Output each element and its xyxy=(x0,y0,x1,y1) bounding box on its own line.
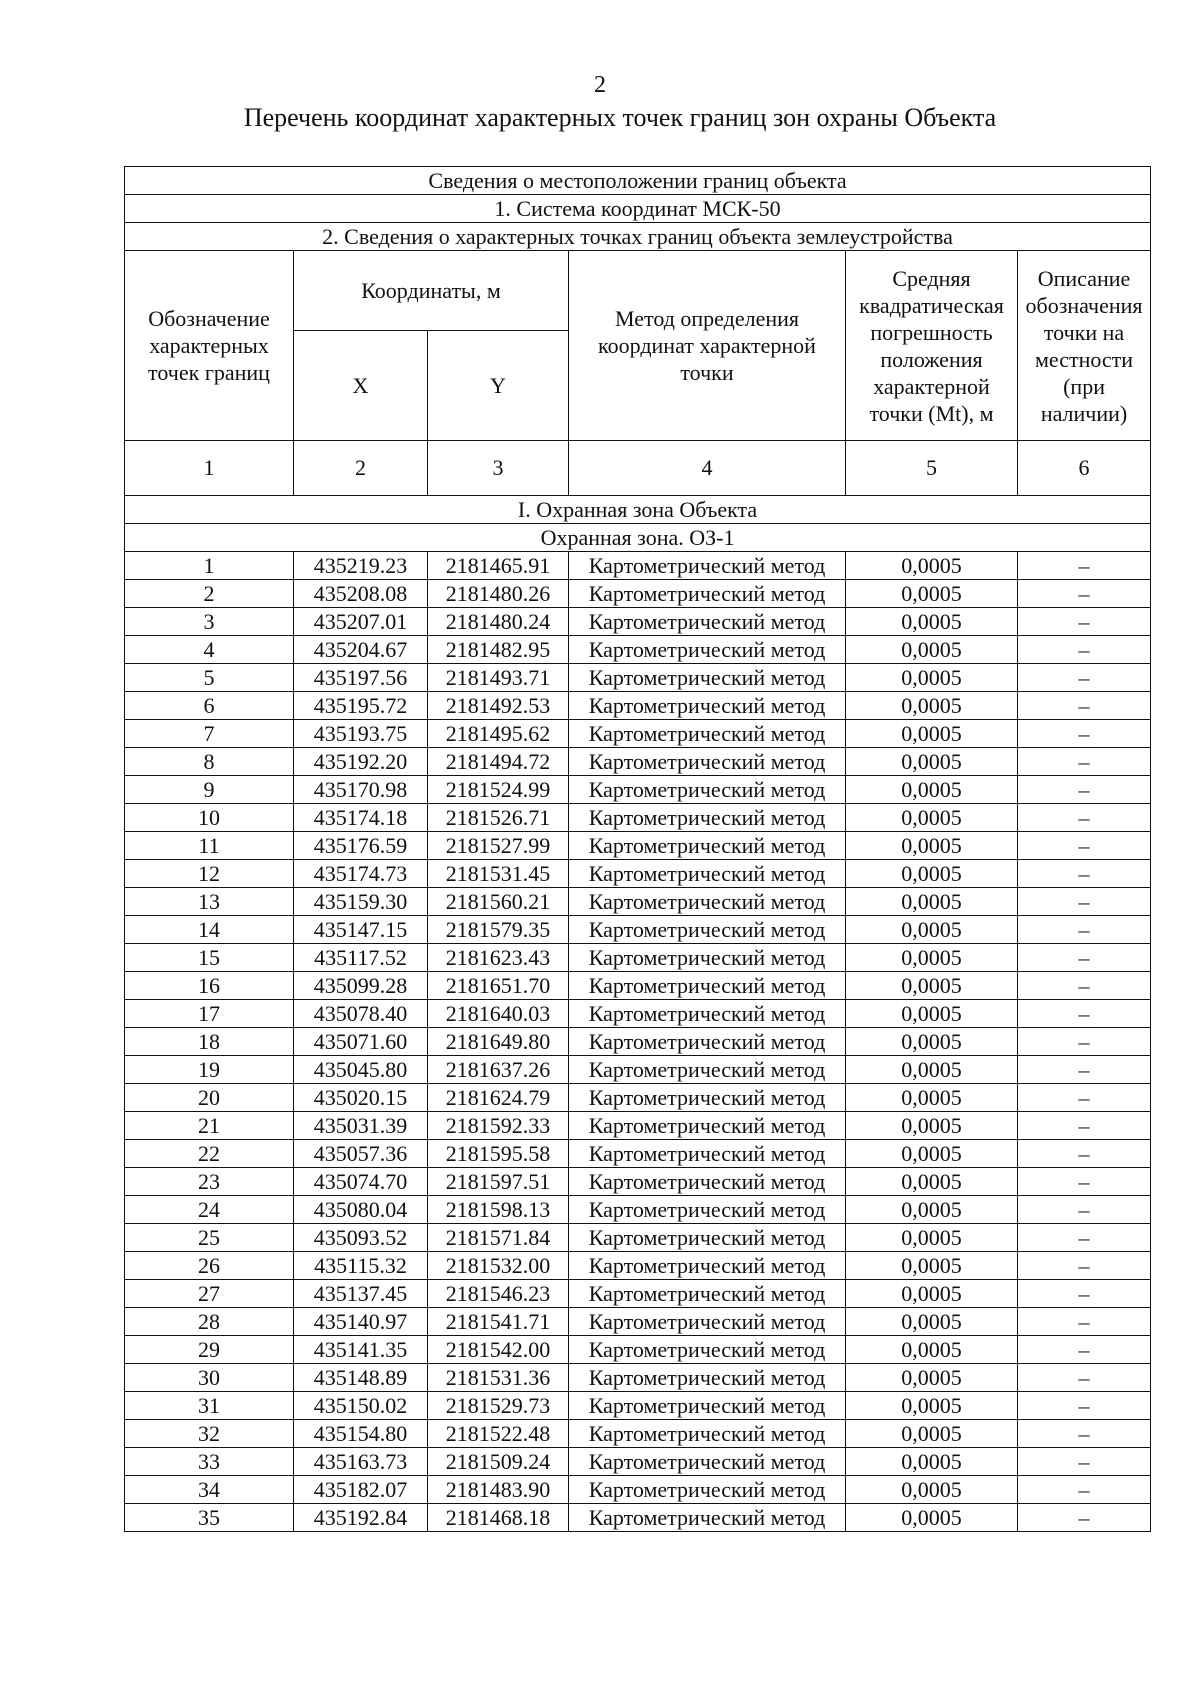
cell-description: – xyxy=(1018,944,1151,972)
cell-error: 0,0005 xyxy=(846,916,1018,944)
cell-description: – xyxy=(1018,608,1151,636)
cell-description: – xyxy=(1018,1168,1151,1196)
cell-x: 435137.45 xyxy=(294,1280,428,1308)
cell-error: 0,0005 xyxy=(846,748,1018,776)
table-row xyxy=(125,608,1151,636)
cell-y: 2181649.80 xyxy=(428,1028,569,1056)
cell-point-number: 11 xyxy=(125,832,294,860)
cell-x: 435080.04 xyxy=(294,1196,428,1224)
cell-error: 0,0005 xyxy=(846,1112,1018,1140)
cell-description: – xyxy=(1018,580,1151,608)
cell-method: Картометрический метод xyxy=(569,552,846,580)
cell-description: – xyxy=(1018,1084,1151,1112)
table-row xyxy=(125,1392,1151,1420)
cell-error: 0,0005 xyxy=(846,1000,1018,1028)
cell-x: 435148.89 xyxy=(294,1364,428,1392)
cell-y: 2181465.91 xyxy=(428,552,569,580)
cell-y: 2181483.90 xyxy=(428,1476,569,1504)
cell-error: 0,0005 xyxy=(846,1280,1018,1308)
header-y: Y xyxy=(428,331,569,441)
cell-method: Картометрический метод xyxy=(569,636,846,664)
cell-method: Картометрический метод xyxy=(569,1000,846,1028)
cell-error: 0,0005 xyxy=(846,1084,1018,1112)
cell-x: 435045.80 xyxy=(294,1056,428,1084)
cell-y: 2181571.84 xyxy=(428,1224,569,1252)
cell-point-number: 2 xyxy=(125,580,294,608)
cell-error: 0,0005 xyxy=(846,1168,1018,1196)
table-row xyxy=(125,1140,1151,1168)
cell-description: – xyxy=(1018,804,1151,832)
cell-point-number: 17 xyxy=(125,1000,294,1028)
header-coordinates: Координаты, м xyxy=(294,251,569,331)
cell-method: Картометрический метод xyxy=(569,720,846,748)
cell-description: – xyxy=(1018,972,1151,1000)
cell-y: 2181592.33 xyxy=(428,1112,569,1140)
cell-method: Картометрический метод xyxy=(569,916,846,944)
cell-method: Картометрический метод xyxy=(569,748,846,776)
table-row xyxy=(125,888,1151,916)
cell-y: 2181480.26 xyxy=(428,580,569,608)
cell-method: Картометрический метод xyxy=(569,1056,846,1084)
table-row xyxy=(125,1364,1151,1392)
cell-description: – xyxy=(1018,1000,1151,1028)
cell-x: 435031.39 xyxy=(294,1112,428,1140)
cell-error: 0,0005 xyxy=(846,1448,1018,1476)
section-title: I. Охранная зона Объекта xyxy=(125,496,1151,524)
cell-x: 435099.28 xyxy=(294,972,428,1000)
cell-error: 0,0005 xyxy=(846,1140,1018,1168)
cell-x: 435208.08 xyxy=(294,580,428,608)
table-row xyxy=(125,860,1151,888)
table-row xyxy=(125,1112,1151,1140)
cell-point-number: 29 xyxy=(125,1336,294,1364)
cell-error: 0,0005 xyxy=(846,804,1018,832)
cell-description: – xyxy=(1018,720,1151,748)
cell-error: 0,0005 xyxy=(846,972,1018,1000)
subsection-title: Охранная зона. ОЗ-1 xyxy=(125,524,1151,552)
cell-error: 0,0005 xyxy=(846,692,1018,720)
cell-method: Картометрический метод xyxy=(569,608,846,636)
cell-x: 435207.01 xyxy=(294,608,428,636)
cell-error: 0,0005 xyxy=(846,1504,1018,1532)
cell-method: Картометрический метод xyxy=(569,1392,846,1420)
cell-description: – xyxy=(1018,776,1151,804)
cell-x: 435159.30 xyxy=(294,888,428,916)
cell-y: 2181531.45 xyxy=(428,860,569,888)
cell-y: 2181541.71 xyxy=(428,1308,569,1336)
cell-error: 0,0005 xyxy=(846,664,1018,692)
cell-x: 435093.52 xyxy=(294,1224,428,1252)
cell-point-number: 26 xyxy=(125,1252,294,1280)
table-row xyxy=(125,1056,1151,1084)
cell-method: Картометрический метод xyxy=(569,1112,846,1140)
cell-y: 2181482.95 xyxy=(428,636,569,664)
column-number: 1 xyxy=(125,441,294,496)
table-row xyxy=(125,1084,1151,1112)
cell-x: 435140.97 xyxy=(294,1308,428,1336)
cell-description: – xyxy=(1018,1056,1151,1084)
cell-description: – xyxy=(1018,748,1151,776)
cell-method: Картометрический метод xyxy=(569,1504,846,1532)
column-number: 6 xyxy=(1018,441,1151,496)
table-row xyxy=(125,832,1151,860)
table-row xyxy=(125,580,1151,608)
cell-description: – xyxy=(1018,1504,1151,1532)
cell-point-number: 6 xyxy=(125,692,294,720)
cell-method: Картометрический метод xyxy=(569,1476,846,1504)
cell-y: 2181493.71 xyxy=(428,664,569,692)
cell-error: 0,0005 xyxy=(846,1364,1018,1392)
cell-point-number: 7 xyxy=(125,720,294,748)
cell-point-number: 30 xyxy=(125,1364,294,1392)
column-number: 2 xyxy=(294,441,428,496)
cell-method: Картометрический метод xyxy=(569,972,846,1000)
header-description: Описание обозначения точки на местности (при наличии) xyxy=(1018,251,1151,441)
cell-point-number: 15 xyxy=(125,944,294,972)
cell-point-number: 9 xyxy=(125,776,294,804)
table-banner-location: Сведения о местоположении границ объекта xyxy=(125,167,1151,195)
cell-method: Картометрический метод xyxy=(569,804,846,832)
table-row xyxy=(125,1336,1151,1364)
table-row xyxy=(125,1000,1151,1028)
cell-x: 435170.98 xyxy=(294,776,428,804)
cell-point-number: 19 xyxy=(125,1056,294,1084)
cell-point-number: 35 xyxy=(125,1504,294,1532)
table-row xyxy=(125,804,1151,832)
cell-point-number: 28 xyxy=(125,1308,294,1336)
cell-description: – xyxy=(1018,1224,1151,1252)
cell-y: 2181546.23 xyxy=(428,1280,569,1308)
cell-method: Картометрический метод xyxy=(569,1448,846,1476)
cell-x: 435078.40 xyxy=(294,1000,428,1028)
cell-method: Картометрический метод xyxy=(569,664,846,692)
cell-point-number: 24 xyxy=(125,1196,294,1224)
cell-x: 435163.73 xyxy=(294,1448,428,1476)
cell-method: Картометрический метод xyxy=(569,1364,846,1392)
cell-error: 0,0005 xyxy=(846,1476,1018,1504)
table-row xyxy=(125,1448,1151,1476)
cell-x: 435150.02 xyxy=(294,1392,428,1420)
header-x: X xyxy=(294,331,428,441)
cell-x: 435219.23 xyxy=(294,552,428,580)
table-row xyxy=(125,916,1151,944)
cell-description: – xyxy=(1018,1252,1151,1280)
table-row xyxy=(125,1476,1151,1504)
cell-y: 2181524.99 xyxy=(428,776,569,804)
cell-point-number: 27 xyxy=(125,1280,294,1308)
cell-x: 435147.15 xyxy=(294,916,428,944)
cell-x: 435193.75 xyxy=(294,720,428,748)
cell-error: 0,0005 xyxy=(846,1336,1018,1364)
cell-method: Картометрический метод xyxy=(569,1168,846,1196)
table-row xyxy=(125,1280,1151,1308)
column-number: 5 xyxy=(846,441,1018,496)
page-number: 2 xyxy=(594,72,606,98)
cell-point-number: 10 xyxy=(125,804,294,832)
table-banner-coordinate-system: 1. Система координат МСК-50 xyxy=(125,195,1151,223)
cell-method: Картометрический метод xyxy=(569,832,846,860)
cell-x: 435174.73 xyxy=(294,860,428,888)
table-row xyxy=(125,720,1151,748)
cell-error: 0,0005 xyxy=(846,888,1018,916)
cell-description: – xyxy=(1018,860,1151,888)
cell-description: – xyxy=(1018,832,1151,860)
cell-y: 2181623.43 xyxy=(428,944,569,972)
cell-x: 435074.70 xyxy=(294,1168,428,1196)
cell-error: 0,0005 xyxy=(846,860,1018,888)
cell-error: 0,0005 xyxy=(846,580,1018,608)
cell-y: 2181597.51 xyxy=(428,1168,569,1196)
cell-description: – xyxy=(1018,1308,1151,1336)
table-row xyxy=(125,1224,1151,1252)
cell-point-number: 18 xyxy=(125,1028,294,1056)
cell-y: 2181527.99 xyxy=(428,832,569,860)
cell-y: 2181480.24 xyxy=(428,608,569,636)
cell-y: 2181529.73 xyxy=(428,1392,569,1420)
cell-y: 2181522.48 xyxy=(428,1420,569,1448)
table-row xyxy=(125,692,1151,720)
cell-point-number: 32 xyxy=(125,1420,294,1448)
cell-description: – xyxy=(1018,1420,1151,1448)
cell-y: 2181637.26 xyxy=(428,1056,569,1084)
cell-method: Картометрический метод xyxy=(569,580,846,608)
cell-point-number: 5 xyxy=(125,664,294,692)
cell-method: Картометрический метод xyxy=(569,776,846,804)
cell-method: Картометрический метод xyxy=(569,1308,846,1336)
cell-point-number: 1 xyxy=(125,552,294,580)
cell-x: 435117.52 xyxy=(294,944,428,972)
cell-y: 2181495.62 xyxy=(428,720,569,748)
cell-method: Картометрический метод xyxy=(569,1140,846,1168)
cell-method: Картометрический метод xyxy=(569,1252,846,1280)
table-row xyxy=(125,1028,1151,1056)
cell-description: – xyxy=(1018,1448,1151,1476)
cell-error: 0,0005 xyxy=(846,776,1018,804)
table-row xyxy=(125,1420,1151,1448)
cell-method: Картометрический метод xyxy=(569,1084,846,1112)
cell-error: 0,0005 xyxy=(846,720,1018,748)
cell-method: Картометрический метод xyxy=(569,1028,846,1056)
cell-error: 0,0005 xyxy=(846,1028,1018,1056)
cell-x: 435071.60 xyxy=(294,1028,428,1056)
cell-description: – xyxy=(1018,1140,1151,1168)
cell-point-number: 8 xyxy=(125,748,294,776)
cell-x: 435192.20 xyxy=(294,748,428,776)
cell-point-number: 34 xyxy=(125,1476,294,1504)
cell-x: 435057.36 xyxy=(294,1140,428,1168)
cell-x: 435141.35 xyxy=(294,1336,428,1364)
header-point: Обозначение характерных точек границ xyxy=(125,251,294,441)
cell-y: 2181542.00 xyxy=(428,1336,569,1364)
cell-x: 435115.32 xyxy=(294,1252,428,1280)
table-row xyxy=(125,1168,1151,1196)
table-row xyxy=(125,972,1151,1000)
table-row xyxy=(125,1504,1151,1532)
cell-description: – xyxy=(1018,1280,1151,1308)
cell-point-number: 12 xyxy=(125,860,294,888)
cell-x: 435197.56 xyxy=(294,664,428,692)
cell-description: – xyxy=(1018,664,1151,692)
cell-method: Картометрический метод xyxy=(569,888,846,916)
cell-method: Картометрический метод xyxy=(569,1280,846,1308)
cell-x: 435195.72 xyxy=(294,692,428,720)
cell-x: 435182.07 xyxy=(294,1476,428,1504)
table-row xyxy=(125,552,1151,580)
cell-y: 2181531.36 xyxy=(428,1364,569,1392)
cell-error: 0,0005 xyxy=(846,832,1018,860)
cell-method: Картометрический метод xyxy=(569,944,846,972)
cell-y: 2181560.21 xyxy=(428,888,569,916)
table-row xyxy=(125,748,1151,776)
cell-y: 2181492.53 xyxy=(428,692,569,720)
page-title: Перечень координат характерных точек границ зон охраны Объекта xyxy=(243,103,997,132)
cell-y: 2181640.03 xyxy=(428,1000,569,1028)
cell-description: – xyxy=(1018,1476,1151,1504)
cell-description: – xyxy=(1018,692,1151,720)
table-row xyxy=(125,664,1151,692)
table-row xyxy=(125,1252,1151,1280)
cell-error: 0,0005 xyxy=(846,552,1018,580)
cell-point-number: 3 xyxy=(125,608,294,636)
cell-x: 435192.84 xyxy=(294,1504,428,1532)
cell-method: Картометрический метод xyxy=(569,1336,846,1364)
cell-error: 0,0005 xyxy=(846,1224,1018,1252)
column-number: 3 xyxy=(428,441,569,496)
cell-method: Картометрический метод xyxy=(569,1420,846,1448)
cell-x: 435204.67 xyxy=(294,636,428,664)
cell-point-number: 25 xyxy=(125,1224,294,1252)
cell-x: 435154.80 xyxy=(294,1420,428,1448)
column-number: 4 xyxy=(569,441,846,496)
cell-y: 2181468.18 xyxy=(428,1504,569,1532)
cell-point-number: 22 xyxy=(125,1140,294,1168)
cell-point-number: 33 xyxy=(125,1448,294,1476)
cell-error: 0,0005 xyxy=(846,1420,1018,1448)
cell-error: 0,0005 xyxy=(846,944,1018,972)
cell-y: 2181532.00 xyxy=(428,1252,569,1280)
cell-x: 435020.15 xyxy=(294,1084,428,1112)
cell-error: 0,0005 xyxy=(846,1196,1018,1224)
cell-point-number: 20 xyxy=(125,1084,294,1112)
cell-point-number: 4 xyxy=(125,636,294,664)
cell-method: Картометрический метод xyxy=(569,1196,846,1224)
cell-y: 2181598.13 xyxy=(428,1196,569,1224)
cell-error: 0,0005 xyxy=(846,1252,1018,1280)
cell-y: 2181494.72 xyxy=(428,748,569,776)
cell-y: 2181509.24 xyxy=(428,1448,569,1476)
cell-point-number: 14 xyxy=(125,916,294,944)
cell-point-number: 21 xyxy=(125,1112,294,1140)
table-row xyxy=(125,1308,1151,1336)
table-row xyxy=(125,776,1151,804)
cell-description: – xyxy=(1018,1196,1151,1224)
cell-description: – xyxy=(1018,1336,1151,1364)
cell-error: 0,0005 xyxy=(846,1308,1018,1336)
cell-error: 0,0005 xyxy=(846,1392,1018,1420)
cell-description: – xyxy=(1018,636,1151,664)
cell-description: – xyxy=(1018,888,1151,916)
cell-x: 435174.18 xyxy=(294,804,428,832)
cell-error: 0,0005 xyxy=(846,608,1018,636)
table-row xyxy=(125,636,1151,664)
cell-point-number: 23 xyxy=(125,1168,294,1196)
cell-description: – xyxy=(1018,1392,1151,1420)
table-row xyxy=(125,1196,1151,1224)
header-error: Средняя квадратическая погрешность положения характерной точки (Mt), м xyxy=(846,251,1018,441)
cell-point-number: 13 xyxy=(125,888,294,916)
cell-description: – xyxy=(1018,1028,1151,1056)
cell-method: Картометрический метод xyxy=(569,860,846,888)
cell-y: 2181595.58 xyxy=(428,1140,569,1168)
cell-description: – xyxy=(1018,552,1151,580)
cell-description: – xyxy=(1018,1364,1151,1392)
cell-description: – xyxy=(1018,1112,1151,1140)
cell-y: 2181624.79 xyxy=(428,1084,569,1112)
coordinates-table xyxy=(124,166,1151,1532)
cell-y: 2181651.70 xyxy=(428,972,569,1000)
cell-error: 0,0005 xyxy=(846,636,1018,664)
cell-point-number: 31 xyxy=(125,1392,294,1420)
header-method: Метод определения координат характерной точки xyxy=(569,251,846,441)
cell-method: Картометрический метод xyxy=(569,692,846,720)
cell-description: – xyxy=(1018,916,1151,944)
cell-method: Картометрический метод xyxy=(569,1224,846,1252)
cell-point-number: 16 xyxy=(125,972,294,1000)
table-row xyxy=(125,944,1151,972)
cell-error: 0,0005 xyxy=(846,1056,1018,1084)
cell-x: 435176.59 xyxy=(294,832,428,860)
table-banner-points: 2. Сведения о характерных точках границ объекта землеустройства xyxy=(125,223,1151,251)
cell-y: 2181579.35 xyxy=(428,916,569,944)
cell-y: 2181526.71 xyxy=(428,804,569,832)
